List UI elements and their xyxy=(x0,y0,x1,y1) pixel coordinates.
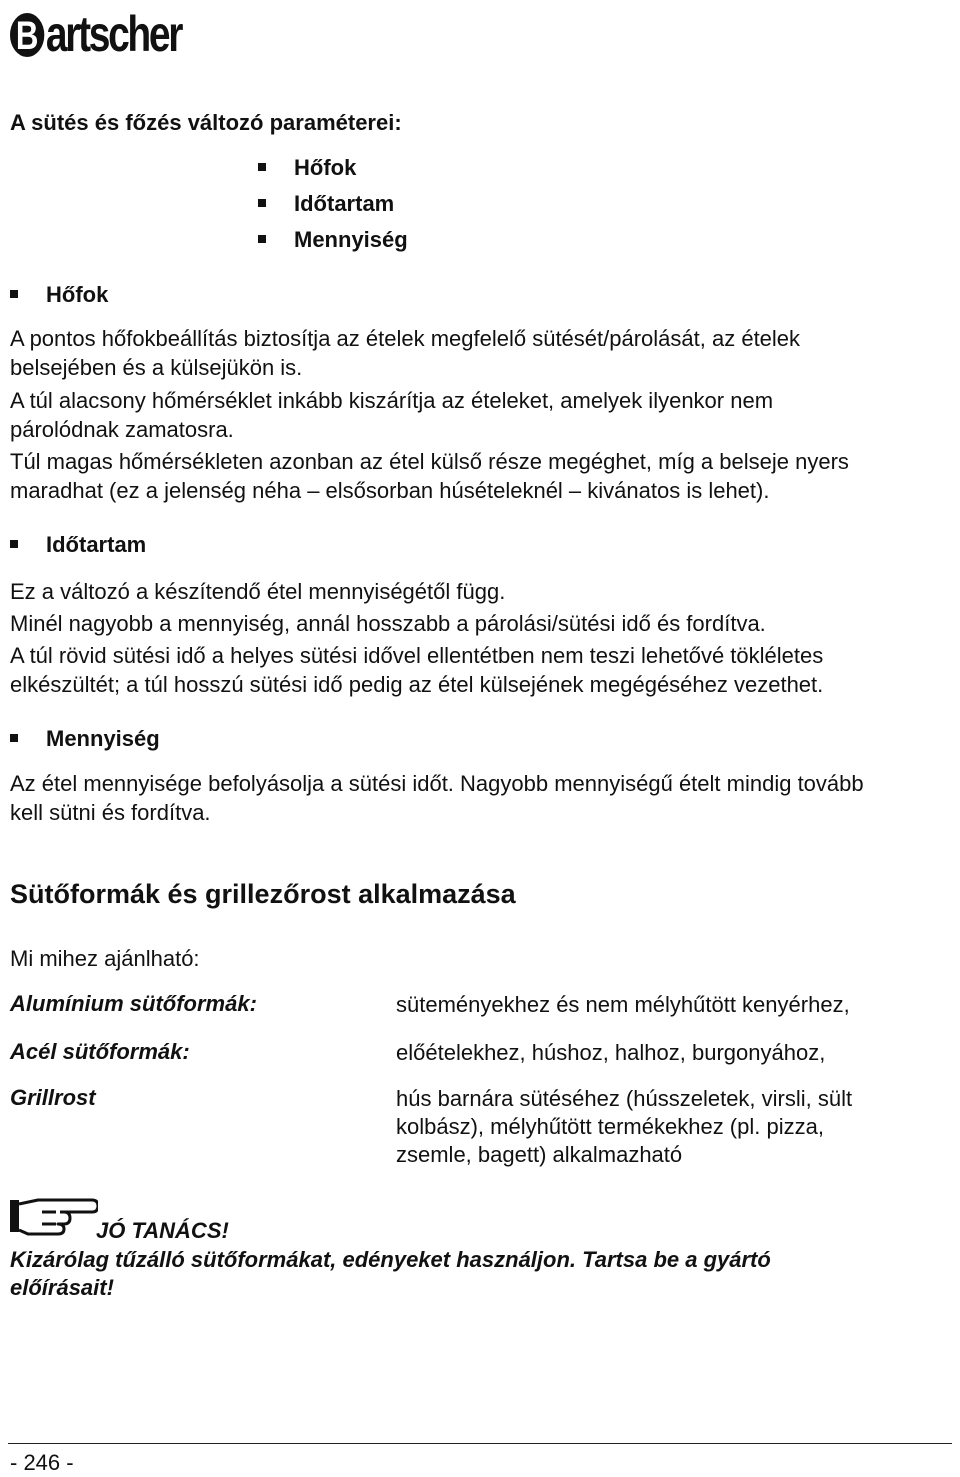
row-value-grillrost-2: kolbász), mélyhűtött termékekhez (pl. pizza, xyxy=(396,1114,824,1139)
tip-line-1: Kizárólag tűzálló sütőformákat, edényeket használjon. Tartsa be a gyártó xyxy=(10,1247,771,1272)
idotartam-line-3: A túl rövid sütési idő a helyes sütési idővel ellentétben nem teszi lehetővé tökléletes xyxy=(10,643,824,668)
row-label-grillrost: Grillrost xyxy=(10,1085,96,1110)
tip-line-2: előírásait! xyxy=(10,1275,114,1300)
footer-divider xyxy=(8,1443,952,1444)
logo-b-mark: B xyxy=(10,13,44,57)
hofok-line-3: A túl alacsony hőmérséklet inkább kiszárítja az ételeket, amelyek ilyenkor nem xyxy=(10,388,774,413)
hofok-line-6: maradhat (ez a jelenség néha – elsősorban húsételeknél – kivánatos is lehet). xyxy=(10,478,770,503)
tip-title: JÓ TANÁCS! xyxy=(96,1218,229,1243)
section-title-baking-forms: Sütőformák és grillezőrost alkalmazása xyxy=(10,879,516,909)
bullet-icon xyxy=(10,734,18,742)
row-label-acel: Acél sütőformák: xyxy=(10,1039,190,1064)
mennyiseg-line-2: kell sütni és fordítva. xyxy=(10,800,211,825)
idotartam-line-2: Minél nagyobb a mennyiség, annál hosszabb a párolási/sütési idő és fordítva. xyxy=(10,611,766,636)
param-item-idotartam: Időtartam xyxy=(294,191,395,216)
bullet-icon xyxy=(10,540,18,548)
idotartam-line-1: Ez a változó a készítendő étel mennyiségétől függ. xyxy=(10,579,506,604)
subsection-title-hofok: Hőfok xyxy=(46,282,109,307)
param-item-hofok: Hőfok xyxy=(294,155,357,180)
hofok-line-2: belsejében és a külsejükön is. xyxy=(10,355,303,380)
page-number: - 246 - xyxy=(10,1450,74,1475)
row-value-grillrost-3: zsemle, bagett) alkalmazható xyxy=(396,1142,683,1167)
bartscher-logo xyxy=(10,4,181,64)
idotartam-line-4: elkészültét; a túl hosszú sütési idő pedig az étel külsejének megégéséhez vezethet. xyxy=(10,672,824,697)
section-intro: Mi mihez ajánlható: xyxy=(10,946,200,971)
mennyiseg-line-1: Az étel mennyisége befolyásolja a sütési időt. Nagyobb mennyiségű ételt mindig tovább xyxy=(10,771,864,796)
pointing-hand-icon xyxy=(8,1194,98,1242)
row-value-acel: előételekhez, húshoz, halhoz, burgonyához, xyxy=(396,1040,826,1065)
row-value-aluminium: süteményekhez és nem mélyhűtött kenyérhez, xyxy=(396,992,850,1017)
hofok-line-5: Túl magas hőmérsékleten azonban az étel külső része megéghet, míg a belseje nyers xyxy=(10,449,849,474)
subsection-title-idotartam: Időtartam xyxy=(46,532,147,557)
param-item-mennyiseg: Mennyiség xyxy=(294,227,408,252)
bullet-icon xyxy=(258,235,266,243)
section-title-parameters: A sütés és főzés változó paraméterei: xyxy=(10,110,402,135)
hofok-line-4: párolódnak zamatosra. xyxy=(10,417,234,442)
row-value-grillrost-1: hús barnára sütéséhez (hússzeletek, virsli, sült xyxy=(396,1086,853,1111)
bullet-icon xyxy=(258,199,266,207)
bullet-icon xyxy=(10,290,18,298)
hofok-line-1: A pontos hőfokbeállítás biztosítja az ételek megfelelő sütését/párolását, az ételek xyxy=(10,326,801,351)
logo-text: artscher xyxy=(45,6,182,62)
bullet-icon xyxy=(258,163,266,171)
subsection-title-mennyiseg: Mennyiség xyxy=(46,726,160,751)
row-label-aluminium: Alumínium sütőformák: xyxy=(10,991,257,1016)
